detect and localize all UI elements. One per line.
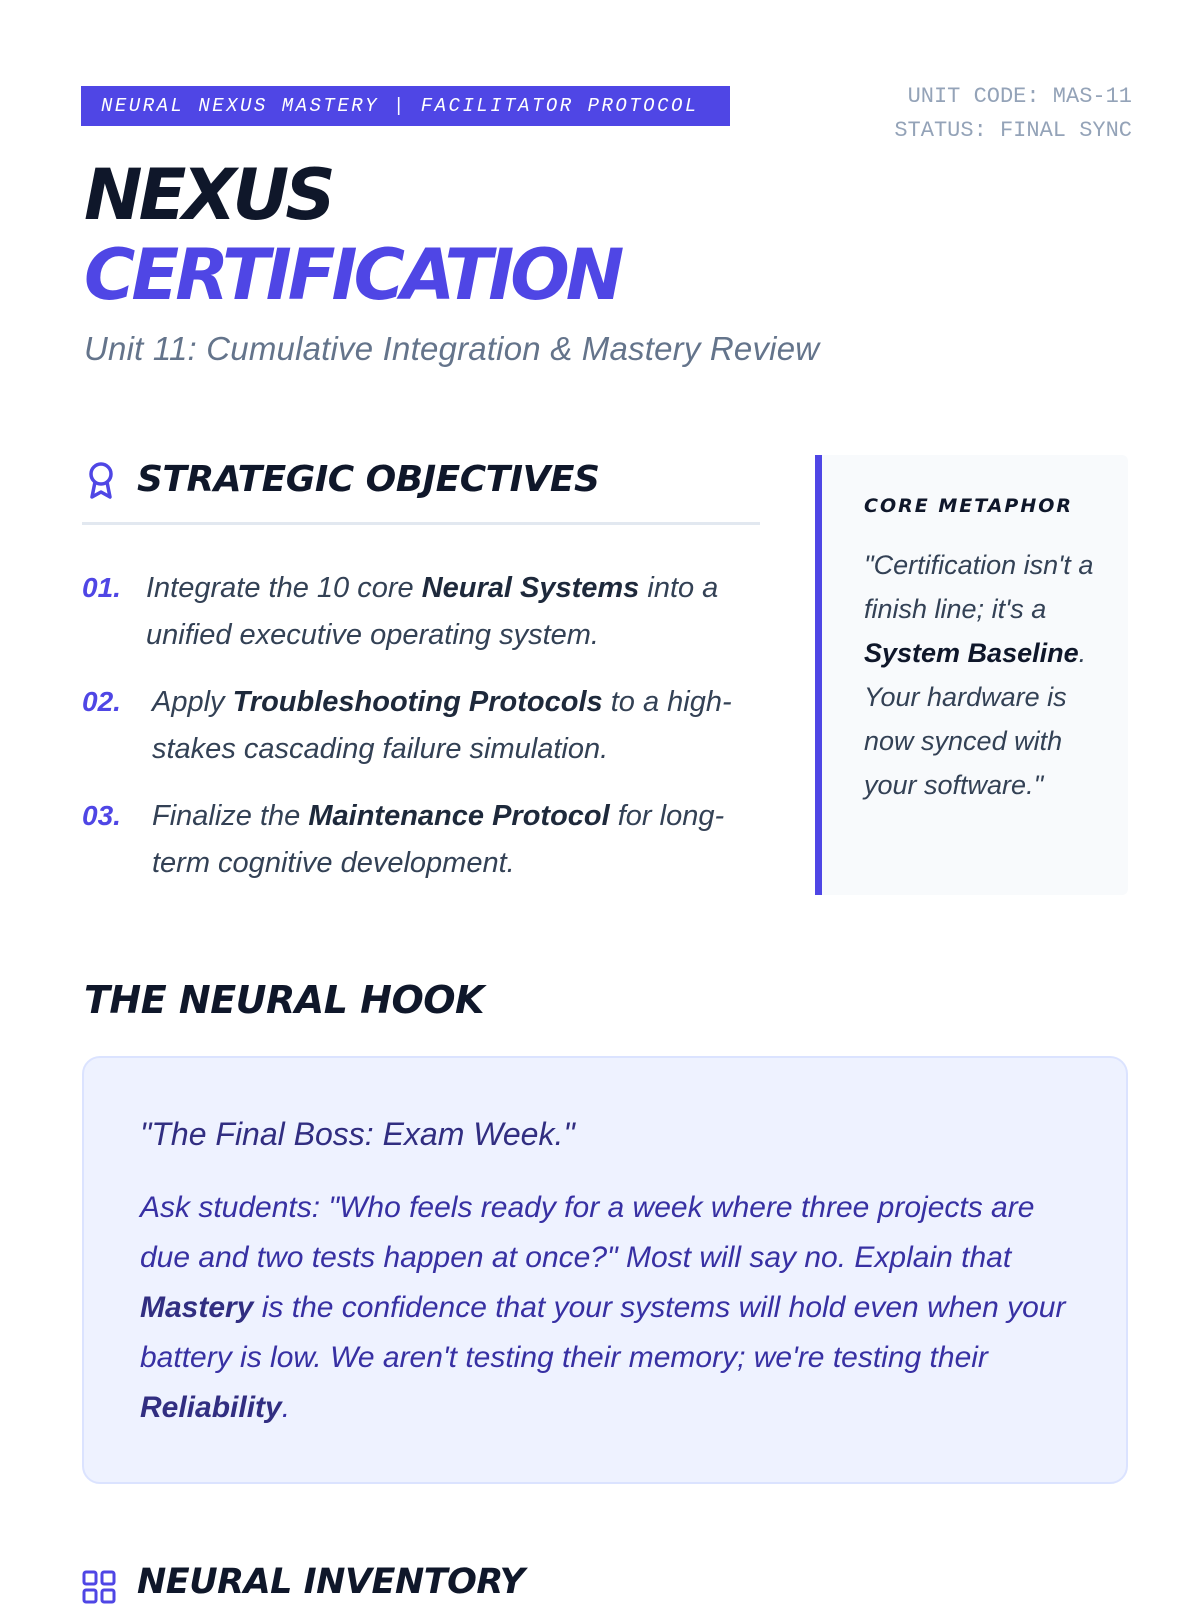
neural-hook-card [82, 1056, 1128, 1484]
neural-hook-quote: "The Final Boss: Exam Week." [140, 1116, 575, 1152]
objectives-list [82, 565, 762, 907]
unit-code: UNIT CODE: MAS-11 [907, 84, 1132, 109]
objective-item [82, 793, 762, 907]
unit-meta [872, 80, 1132, 148]
objective-number: 01. [82, 572, 121, 603]
objectives-header [82, 455, 760, 525]
objectives-title: STRATEGIC OBJECTIVES [137, 459, 600, 500]
objective-number: 02. [82, 686, 121, 717]
unit-status: STATUS: FINAL SYNC [894, 118, 1132, 143]
page-subtitle: Unit 11: Cumulative Integration & Mastery Review [84, 330, 820, 367]
objective-item [82, 679, 762, 793]
page-title-line-1: NEXUS [84, 154, 332, 236]
award-ribbon-icon [86, 461, 116, 501]
objective-item [82, 565, 762, 679]
neural-hook-title: THE NEURAL HOOK [84, 978, 484, 1022]
core-metaphor-quote: "Certification isn't a finish line; it's a System Baseline. Your hardware is now synced with your software." [864, 550, 1094, 800]
objective-text: Finalize the Maintenance Protocol for long-term cognitive development. [152, 800, 725, 879]
objective-text: Apply Troubleshooting Protocols to a high-stakes cascading failure simulation. [152, 686, 732, 765]
page-title-line-2: CERTIFICATION [84, 234, 621, 316]
objective-text: Integrate the 10 core Neural Systems into a unified executive operating system. [146, 572, 719, 651]
grid-icon [82, 1570, 116, 1604]
header-tag: NEURAL NEXUS MASTERY | FACILITATOR PROTOCOL [81, 86, 730, 126]
core-metaphor-card [815, 455, 1128, 895]
neural-hook-body: Ask students: "Who feels ready for a week where three projects are due and two tests happen at once?" Most will say no. Explain that Mastery is the confidence that your systems will hold even when your battery is low. We aren't testing their memory; we're testing their Reliability. [140, 1191, 1066, 1424]
objective-number: 03. [82, 800, 121, 831]
core-metaphor-label: CORE METAPHOR [864, 495, 1074, 517]
inventory-title: NEURAL INVENTORY [137, 1562, 525, 1602]
